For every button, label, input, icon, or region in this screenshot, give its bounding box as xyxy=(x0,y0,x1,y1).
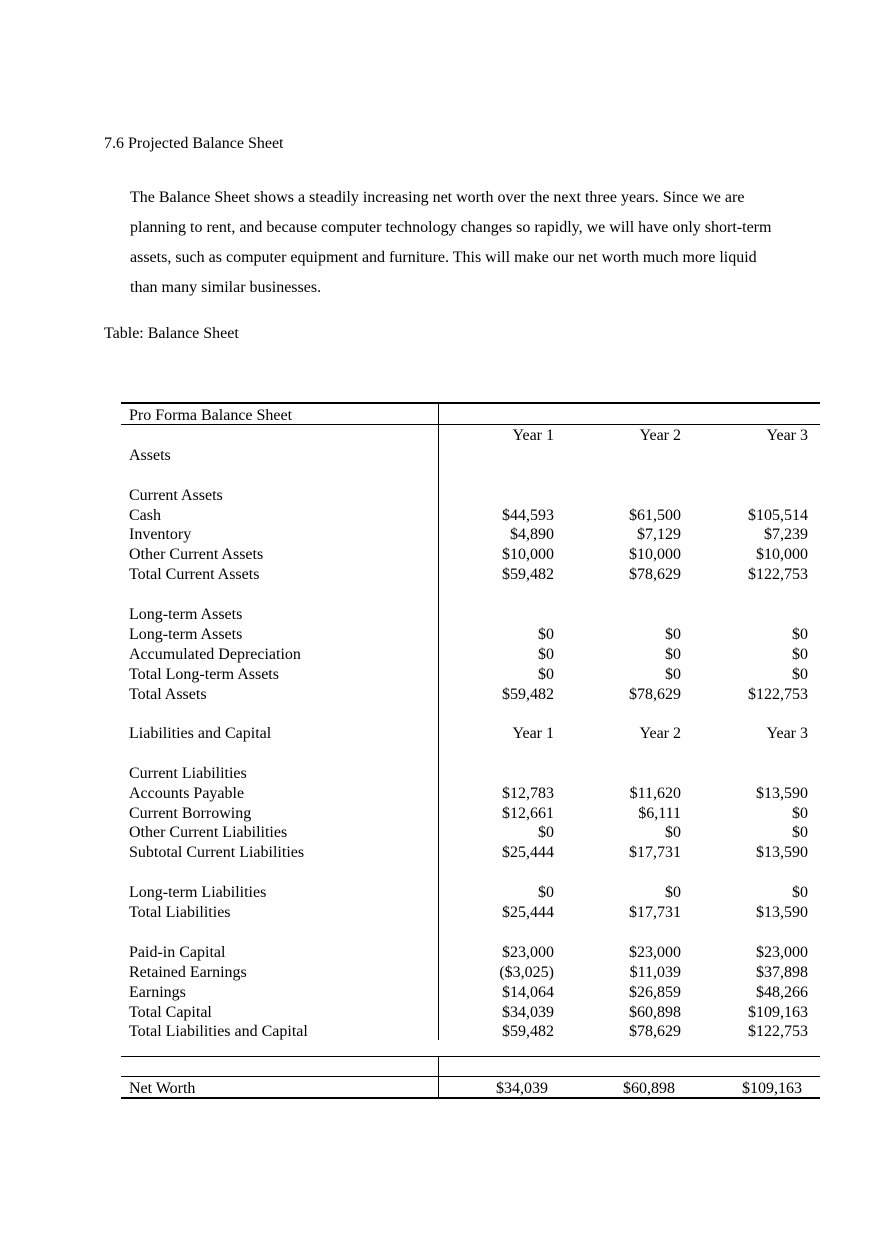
cell-value: $17,731 xyxy=(629,904,681,921)
cell-value: $105,514 xyxy=(748,507,808,524)
cell-value: $13,590 xyxy=(756,785,808,802)
row-label: Net Worth xyxy=(129,1080,196,1097)
row-label: Total Liabilities and Capital xyxy=(129,1023,308,1040)
table-row xyxy=(121,645,820,665)
cell-value: $60,898 xyxy=(629,1004,681,1021)
cell-value: $34,039 xyxy=(502,1004,554,1021)
cell-value: $23,000 xyxy=(629,944,681,961)
cell-value: $0 xyxy=(665,626,681,643)
cell-value: $6,111 xyxy=(638,805,681,822)
table-caption: Table: Balance Sheet xyxy=(104,325,239,342)
table-row xyxy=(121,724,820,744)
row-label: Other Current Liabilities xyxy=(129,824,288,841)
cell-value: $59,482 xyxy=(502,1023,554,1040)
cell-value: $0 xyxy=(792,805,808,822)
cell-value: $23,000 xyxy=(502,944,554,961)
cell-value: $44,593 xyxy=(502,507,554,524)
section-heading: 7.6 Projected Balance Sheet xyxy=(104,135,284,152)
table-row xyxy=(121,903,820,923)
cell-value: $34,039 xyxy=(496,1080,548,1097)
balance-sheet-table xyxy=(121,402,820,1102)
cell-value: $78,629 xyxy=(629,1023,681,1040)
cell-value: $59,482 xyxy=(502,686,554,703)
table-row xyxy=(121,943,820,963)
table-row xyxy=(121,625,820,645)
year-header: Year 3 xyxy=(766,725,808,742)
table-row xyxy=(121,506,820,526)
cell-value: $60,898 xyxy=(623,1080,675,1097)
cell-value: $0 xyxy=(792,626,808,643)
paragraph-line: planning to rent, and because computer technology changes so rapidly, we will have only short-term xyxy=(130,219,772,236)
section-label-row xyxy=(121,764,820,784)
row-label: Long-term Assets xyxy=(129,626,243,643)
cell-value: $0 xyxy=(665,646,681,663)
current-liabilities-label: Current Liabilities xyxy=(129,765,247,782)
intro-paragraph xyxy=(130,183,830,303)
paragraph-line: assets, such as computer equipment and furniture. This will make our net worth much more liquid xyxy=(130,249,757,266)
table-row xyxy=(121,1022,820,1042)
table-row xyxy=(121,665,820,685)
row-label: Cash xyxy=(129,507,161,524)
paragraph-line: than many similar businesses. xyxy=(130,279,322,296)
cell-value: $61,500 xyxy=(629,507,681,524)
table-row xyxy=(121,525,820,545)
row-label: Total Assets xyxy=(129,686,207,703)
cell-value: $23,000 xyxy=(756,944,808,961)
cell-value: $0 xyxy=(538,626,554,643)
row-label: Inventory xyxy=(129,526,192,543)
row-label: Other Current Assets xyxy=(129,546,264,563)
year-header: Year 3 xyxy=(766,427,808,444)
year-header: Year 1 xyxy=(512,427,554,444)
cell-value: $17,731 xyxy=(629,844,681,861)
cell-value: $11,620 xyxy=(629,785,681,802)
table-row xyxy=(121,784,820,804)
row-label: Earnings xyxy=(129,984,186,1001)
cell-value: $7,239 xyxy=(764,526,808,543)
cell-value: $12,661 xyxy=(502,805,554,822)
assets-label: Assets xyxy=(129,447,171,464)
year-header: Year 2 xyxy=(639,427,681,444)
cell-value: $122,753 xyxy=(748,686,808,703)
row-label: Long-term Liabilities xyxy=(129,884,267,901)
year-header: Year 1 xyxy=(512,725,554,742)
section-label-row xyxy=(121,486,820,506)
cell-value: ($3,025) xyxy=(499,964,554,981)
table-row xyxy=(121,1003,820,1023)
cell-value: $25,444 xyxy=(502,844,554,861)
cell-value: $13,590 xyxy=(756,904,808,921)
year-header-row xyxy=(121,426,820,446)
table-top-rule xyxy=(121,402,820,404)
row-label: Liabilities and Capital xyxy=(129,725,272,742)
table-title-row xyxy=(121,406,820,426)
net-worth-row xyxy=(121,1079,820,1099)
table-row xyxy=(121,685,820,705)
cell-value: $26,859 xyxy=(629,984,681,1001)
cell-value: $122,753 xyxy=(748,1023,808,1040)
cell-value: $0 xyxy=(538,824,554,841)
cell-value: $78,629 xyxy=(629,686,681,703)
table-title: Pro Forma Balance Sheet xyxy=(129,407,293,424)
current-assets-label: Current Assets xyxy=(129,487,223,504)
footer-rule xyxy=(121,1056,820,1057)
table-row xyxy=(121,983,820,1003)
cell-value: $109,163 xyxy=(748,1004,808,1021)
cell-value: $10,000 xyxy=(756,546,808,563)
table-row xyxy=(121,545,820,565)
cell-value: $10,000 xyxy=(502,546,554,563)
row-label: Current Borrowing xyxy=(129,805,252,822)
cell-value: $13,590 xyxy=(756,844,808,861)
cell-value: $7,129 xyxy=(637,526,681,543)
net-worth-top-rule xyxy=(121,1076,820,1077)
cell-value: $0 xyxy=(792,666,808,683)
cell-value: $109,163 xyxy=(742,1080,802,1097)
row-label: Subtotal Current Liabilities xyxy=(129,844,305,861)
cell-value: $25,444 xyxy=(502,904,554,921)
cell-value: $0 xyxy=(665,666,681,683)
cell-value: $48,266 xyxy=(756,984,808,1001)
cell-value: $0 xyxy=(538,666,554,683)
cell-value: $0 xyxy=(792,884,808,901)
cell-value: $59,482 xyxy=(502,566,554,583)
paragraph-line: The Balance Sheet shows a steadily increasing net worth over the next three years. Since we are xyxy=(130,189,745,206)
table-row xyxy=(121,843,820,863)
cell-value: $0 xyxy=(665,824,681,841)
cell-value: $14,064 xyxy=(502,984,554,1001)
table-row xyxy=(121,804,820,824)
table-row xyxy=(121,823,820,843)
cell-value: $0 xyxy=(538,884,554,901)
cell-value: $122,753 xyxy=(748,566,808,583)
cell-value: $0 xyxy=(792,824,808,841)
row-label: Accumulated Depreciation xyxy=(129,646,301,663)
row-label: Total Liabilities xyxy=(129,904,231,921)
table-row xyxy=(121,883,820,903)
cell-value: $37,898 xyxy=(756,964,808,981)
row-label: Total Long-term Assets xyxy=(129,666,279,683)
row-label: Paid-in Capital xyxy=(129,944,226,961)
cell-value: $0 xyxy=(538,646,554,663)
cell-value: $0 xyxy=(665,884,681,901)
cell-value: $4,890 xyxy=(510,526,554,543)
year-header: Year 2 xyxy=(639,725,681,742)
table-row xyxy=(121,963,820,983)
cell-value: $0 xyxy=(792,646,808,663)
row-label: Total Current Assets xyxy=(129,566,260,583)
section-label-row xyxy=(121,605,820,625)
row-label: Accounts Payable xyxy=(129,785,245,802)
long-term-assets-label: Long-term Assets xyxy=(129,606,243,623)
section-label-row xyxy=(121,446,820,466)
row-label: Total Capital xyxy=(129,1004,212,1021)
row-label: Retained Earnings xyxy=(129,964,247,981)
cell-value: $11,039 xyxy=(629,964,681,981)
cell-value: $10,000 xyxy=(629,546,681,563)
cell-value: $12,783 xyxy=(502,785,554,802)
cell-value: $78,629 xyxy=(629,566,681,583)
table-row xyxy=(121,565,820,585)
